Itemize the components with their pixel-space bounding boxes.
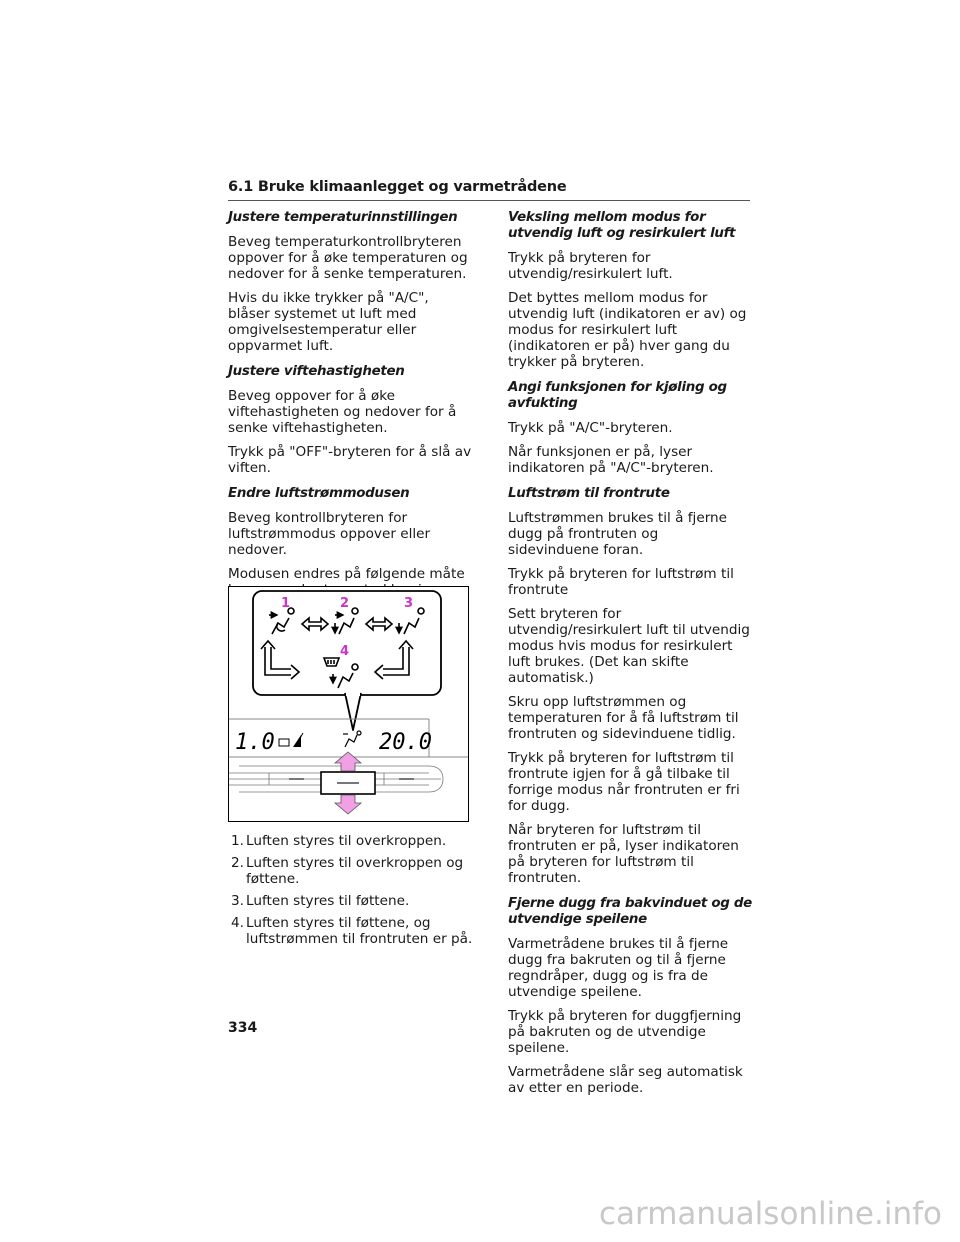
paragraph: Beveg kontrollbryteren for luftstrømmodus oppover eller nedover. xyxy=(228,510,431,558)
subsection-heading: Veksling mellom modus for utvendig luft og resirkulert luft xyxy=(508,210,736,241)
paragraph: Skru opp luftstrømmen og temperaturen for å få luftstrøm til frontruten og sidevinduene tidlig. xyxy=(508,694,739,742)
list-item-number: 1. xyxy=(231,833,244,849)
paragraph: Sett bryteren for utvendig/resirkulert luft til utvendig modus hvis modus for resirkulert luft brukes. (Det kan skifte automatisk.) xyxy=(508,606,750,686)
paragraph: Luftstrømmen brukes til å fjerne dugg på frontruten og sidevinduene foran. xyxy=(508,510,728,558)
mode-label-4: 4 xyxy=(340,644,350,659)
subsection-heading: Fjerne dugg fra bakvinduet og de utvendige speilene xyxy=(508,896,752,927)
display-left-value: 1.0 xyxy=(235,730,275,755)
mode-list xyxy=(228,833,478,953)
mode-label-1: 1 xyxy=(281,596,291,611)
list-item-text: Luften styres til overkroppen og føttene. xyxy=(246,855,464,887)
fan-icon xyxy=(279,739,289,746)
mode-label-2: 2 xyxy=(340,596,350,611)
watermark: carmanualsonline.info xyxy=(598,1196,942,1232)
airflow-indicator-icon xyxy=(343,731,361,747)
list-item-number: 4. xyxy=(231,915,244,931)
list-item-text: Luften styres til føttene, og luftstrømmen til frontruten er på. xyxy=(246,915,473,947)
list-item xyxy=(228,915,478,947)
list-item-text: Luften styres til føttene. xyxy=(246,893,410,909)
paragraph: Trykk på bryteren for luftstrøm til frontrute xyxy=(508,566,734,598)
list-item-text: Luften styres til overkroppen. xyxy=(246,833,447,849)
section-rule xyxy=(228,200,750,201)
paragraph: Trykk på bryteren for duggfjerning på bakruten og de utvendige speilene. xyxy=(508,1008,742,1056)
arrow-up-icon xyxy=(335,752,361,771)
list-item xyxy=(228,855,478,887)
fan-level-icon xyxy=(293,735,301,747)
subsection-heading: Justere viftehastigheten xyxy=(228,364,405,379)
section-title: 6.1 Bruke klimaanlegget og varmetrådene xyxy=(228,179,567,195)
paragraph: Modusen endres på følgende måte xyxy=(228,566,465,582)
climate-display-panel xyxy=(229,719,468,757)
paragraph: Beveg oppover for å øke viftehastigheten og nedover for å senke viftehastigheten. xyxy=(228,388,457,436)
paragraph: Trykk på bryteren for utvendig/resirkulert luft. xyxy=(508,250,673,282)
list-item xyxy=(228,833,478,849)
paragraph: Trykk på "OFF"-bryteren for å slå av viften. xyxy=(228,444,472,476)
paragraph: Når funksjonen er på, lyser indikatoren på "A/C"-bryteren. xyxy=(508,444,714,476)
list-item xyxy=(228,893,478,909)
subsection-heading: Justere temperaturinnstillingen xyxy=(228,210,458,225)
list-item-number: 2. xyxy=(231,855,244,871)
paragraph: Hvis du ikke trykker på "A/C", blåser systemet ut luft med omgivelsestemperatur eller oppvarmet luft. xyxy=(228,290,429,354)
subsection-heading: Endre luftstrømmodusen xyxy=(228,486,410,501)
subsection-heading: Luftstrøm til frontrute xyxy=(508,486,670,501)
right-column xyxy=(508,210,753,1104)
paragraph: Det byttes mellom modus for utvendig luft (indikatoren er av) og modus for resirkulert luft (indikatoren er på) hver gang du trykker på bryteren. xyxy=(508,290,747,370)
paragraph: Når bryteren for luftstrøm til frontruten er på, lyser indikatoren på bryteren for luftstrøm til frontruten. xyxy=(508,822,739,886)
display-right-value: 20.0 xyxy=(379,730,432,755)
left-column xyxy=(228,210,473,606)
subsection-heading: Angi funksjonen for kjøling og avfukting xyxy=(508,380,727,411)
airflow-mode-figure xyxy=(228,586,469,822)
paragraph: Trykk på "A/C"-bryteren. xyxy=(508,420,673,436)
mode-label-3: 3 xyxy=(404,596,414,611)
page-number: 334 xyxy=(228,1020,258,1036)
list-item-number: 3. xyxy=(231,893,244,909)
paragraph: Beveg temperaturkontrollbryteren oppover for å øke temperaturen og nedover for å senke temperaturen. xyxy=(228,234,468,282)
airflow-diagram xyxy=(229,587,468,821)
arrow-down-icon xyxy=(335,795,361,814)
paragraph: Varmetrådene slår seg automatisk av etter en periode. xyxy=(508,1064,743,1096)
paragraph: Trykk på bryteren for luftstrøm til frontrute igjen for å gå tilbake til forrige modus når frontruten er fri for dugg. xyxy=(508,750,740,814)
paragraph: Varmetrådene brukes til å fjerne dugg fra bakruten og til å fjerne regndråper, dugg og is fra de utvendige speilene. xyxy=(508,936,729,1000)
